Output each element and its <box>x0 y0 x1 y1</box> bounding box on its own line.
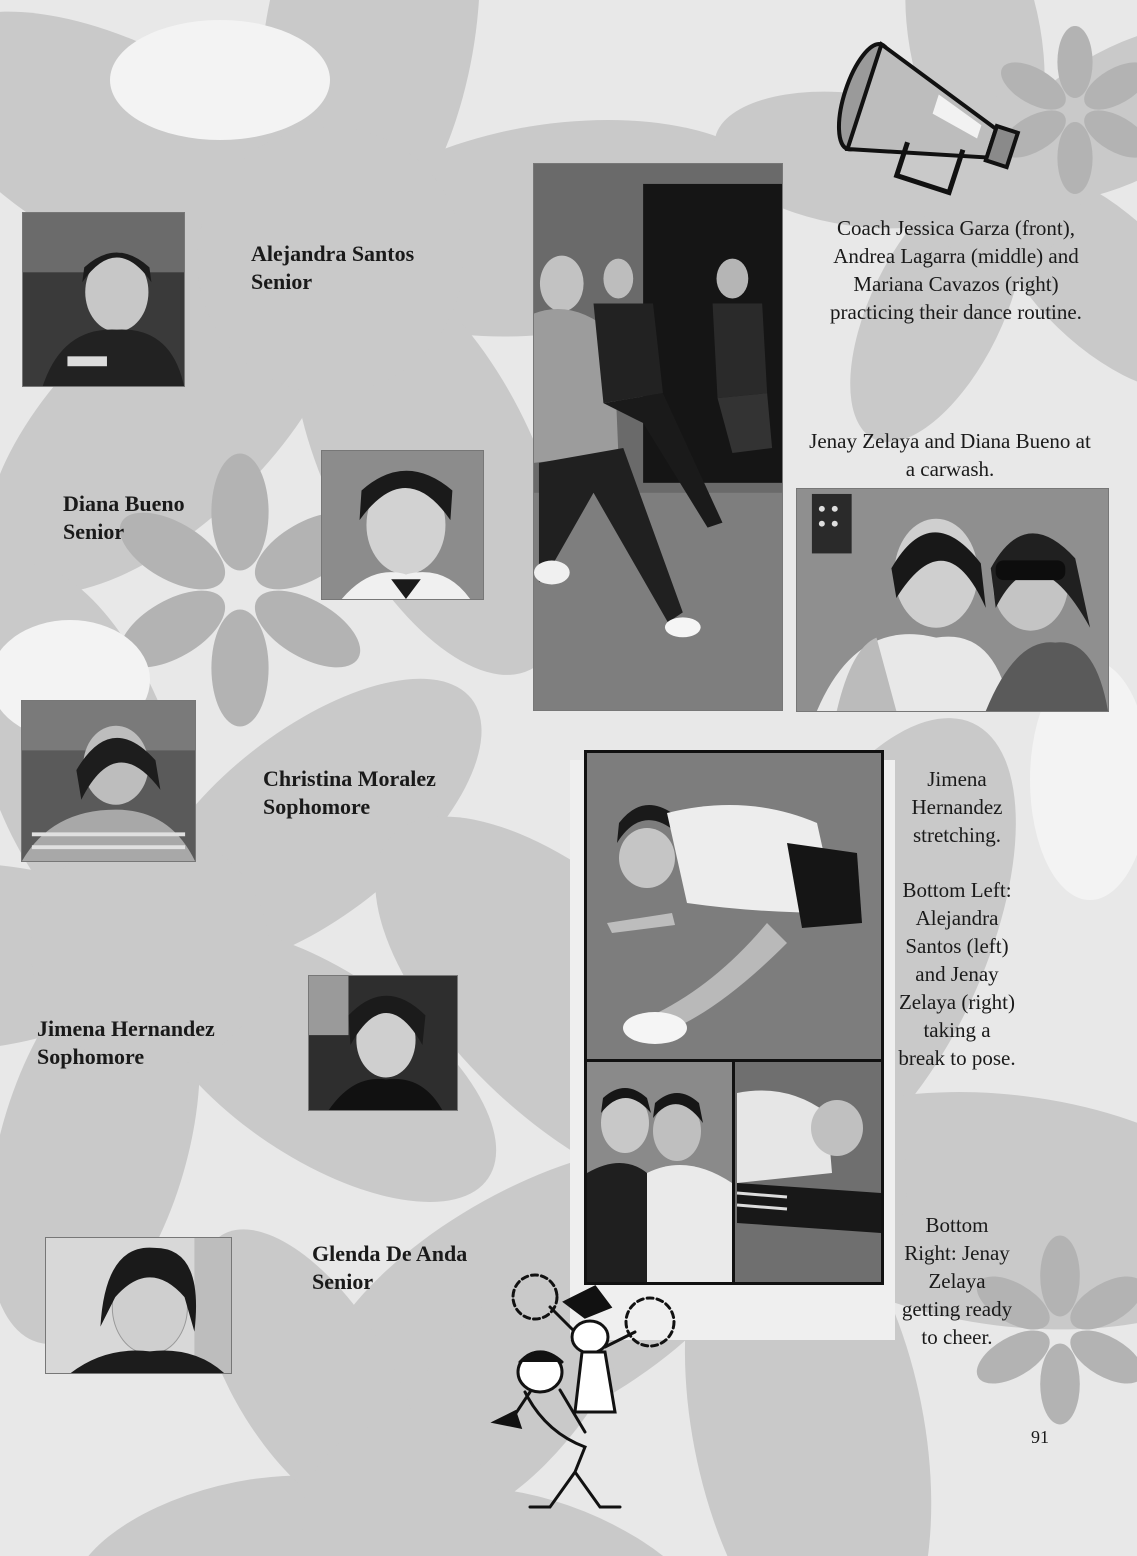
photo-carwash <box>796 488 1109 712</box>
student-name: Christina Moralez <box>263 766 436 791</box>
cheerleader-clipart-icon <box>490 1262 690 1517</box>
photo-christina-moralez <box>21 700 196 862</box>
caption-stretching: Jimena Hernandez stretching. <box>911 767 1003 847</box>
name-label-glenda-de-anda <box>312 1240 467 1296</box>
caption-bottom-right: Bottom Right: Jenay Zelaya getting ready to cheer. <box>901 1213 1013 1349</box>
name-label-alejandra-santos <box>251 240 414 296</box>
photo-jimena-hernandez <box>308 975 458 1111</box>
name-label-christina-moralez <box>263 765 436 821</box>
student-grade: Senior <box>312 1269 374 1294</box>
photo-group-stretching <box>584 750 884 1285</box>
photo-dance-practice <box>533 163 783 711</box>
student-name: Glenda De Anda <box>312 1241 468 1266</box>
student-name: Jimena Hernandez <box>37 1016 215 1041</box>
caption-dance-practice: Coach Jessica Garza (front), Andrea Lagarra (middle) and Mariana Cavazos (right) practicing their dance routine. <box>830 216 1082 324</box>
page-number: 91 <box>1031 1427 1049 1447</box>
photo-diana-bueno <box>321 450 484 600</box>
megaphone-icon <box>820 40 1035 200</box>
photo-glenda-de-anda <box>45 1237 232 1374</box>
caption-carwash: Jenay Zelaya and Diana Bueno at a carwash. <box>809 429 1091 481</box>
student-name: Diana Bueno <box>63 491 185 516</box>
name-label-jimena-hernandez <box>37 1015 215 1071</box>
name-label-diana-bueno <box>63 490 185 546</box>
student-grade: Sophomore <box>37 1044 145 1069</box>
photo-alejandra-santos <box>22 212 185 387</box>
student-grade: Senior <box>251 269 313 294</box>
student-name: Alejandra Santos <box>251 241 415 266</box>
student-grade: Sophomore <box>263 794 371 819</box>
student-grade: Senior <box>63 519 125 544</box>
caption-bottom-left: Bottom Left: Alejandra Santos (left) and Jenay Zelaya (right) taking a break to pose. <box>898 878 1016 1070</box>
